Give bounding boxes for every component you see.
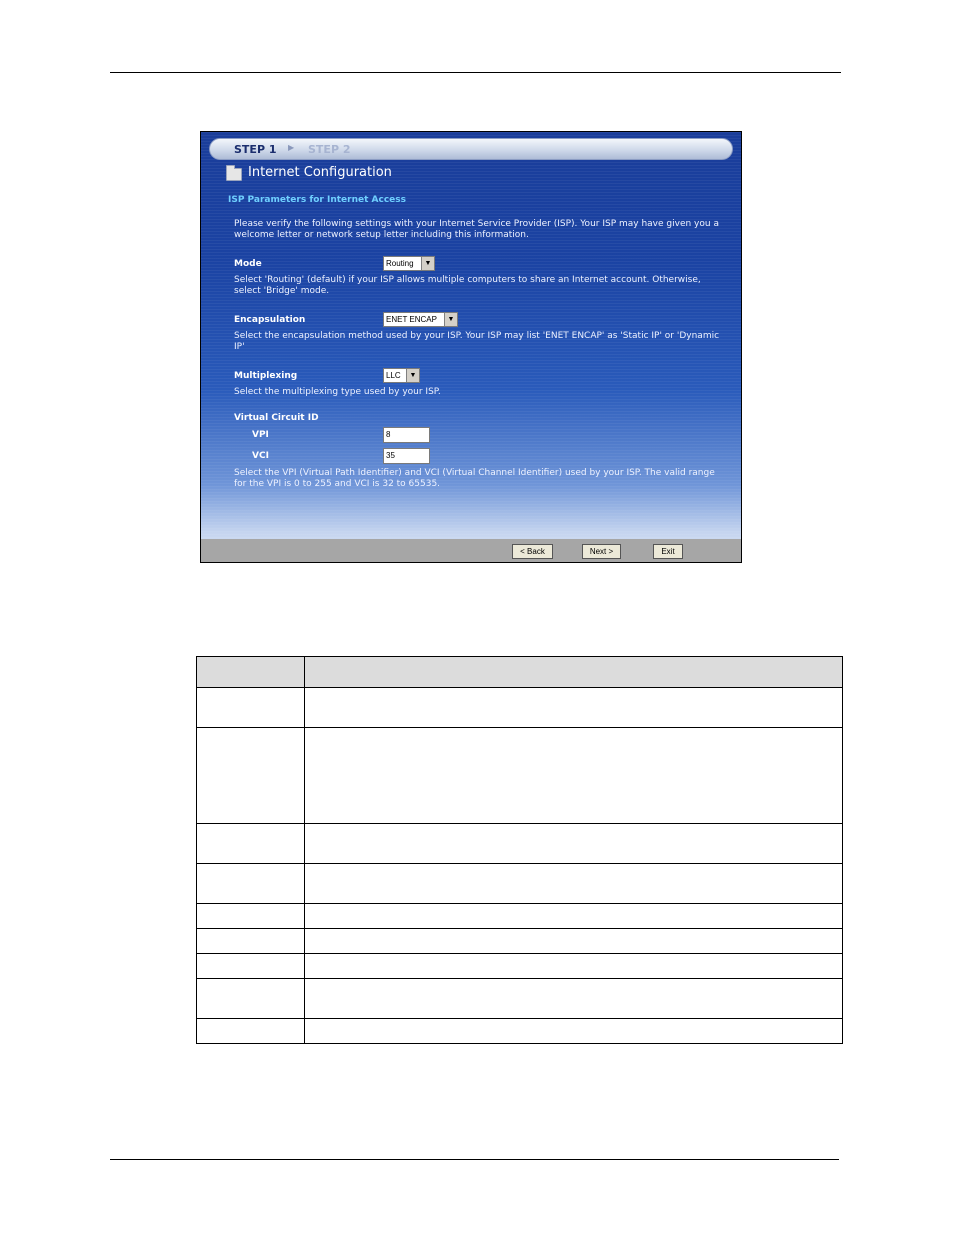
virtual-circuit-label: Virtual Circuit ID [234, 413, 319, 423]
description-cell [305, 929, 843, 954]
encapsulation-help: Select the encapsulation method used by your ISP. Your ISP may list 'ENET ENCAP' as 'Static IP' or 'Dynamic IP' [234, 331, 720, 352]
table-row [197, 954, 843, 979]
table-body [197, 688, 843, 1044]
label-cell [197, 904, 305, 929]
description-cell [305, 954, 843, 979]
label-cell [197, 864, 305, 904]
vci-input[interactable]: 35 [383, 448, 430, 464]
mode-value: Routing [386, 259, 414, 268]
next-button[interactable]: Next > [582, 544, 621, 559]
mode-select[interactable] [383, 256, 435, 271]
label-cell [197, 979, 305, 1019]
encapsulation-value: ENET ENCAP [386, 315, 437, 324]
description-cell [305, 688, 843, 728]
table-row [197, 929, 843, 954]
mode-label: Mode [234, 259, 262, 269]
encapsulation-select[interactable] [383, 312, 458, 327]
vci-label: VCI [252, 451, 269, 461]
label-cell [197, 824, 305, 864]
table-header-row [197, 657, 843, 688]
wizard-screenshot [200, 131, 742, 563]
footer-rule [110, 1159, 839, 1160]
table-row [197, 864, 843, 904]
description-cell [305, 904, 843, 929]
encapsulation-label: Encapsulation [234, 315, 306, 325]
table-header-cell [305, 657, 843, 688]
folder-icon [226, 168, 242, 181]
description-cell [305, 979, 843, 1019]
multiplexing-help: Select the multiplexing type used by your ISP. [234, 387, 441, 397]
label-cell [197, 1019, 305, 1044]
back-button[interactable]: < Back [512, 544, 553, 559]
virtual-circuit-help: Select the VPI (Virtual Path Identifier) and VCI (Virtual Channel Identifier) used by your ISP. The valid range for the VPI is 0 to 255 and VCI is 32 to 65535. [234, 468, 715, 489]
panel-title: Internet Configuration [248, 165, 392, 180]
intro-text: Please verify the following settings with your Internet Service Provider (ISP). Your ISP may have given you a welcome letter or network setup letter including this information. [234, 219, 719, 240]
vpi-label: VPI [252, 430, 269, 440]
table-row [197, 824, 843, 864]
multiplexing-label: Multiplexing [234, 371, 298, 381]
step-1-label: STEP 1 [234, 143, 277, 156]
table-header-cell [197, 657, 305, 688]
table-row [197, 728, 843, 824]
table-row [197, 904, 843, 929]
header-rule [110, 72, 841, 73]
section-title: ISP Parameters for Internet Access [228, 195, 406, 205]
description-cell [305, 864, 843, 904]
multiplexing-select[interactable] [383, 368, 420, 383]
vpi-input[interactable]: 8 [383, 427, 430, 443]
step-bar [209, 138, 733, 160]
label-cell [197, 728, 305, 824]
field-description-table [196, 656, 843, 1044]
table-row [197, 1019, 843, 1044]
description-cell [305, 728, 843, 824]
dropdown-arrow-icon: ▼ [406, 369, 419, 382]
step-2-label: STEP 2 [308, 143, 351, 156]
mode-help: Select 'Routing' (default) if your ISP allows multiple computers to share an Internet account. Otherwise, select 'Bridge' mode. [234, 275, 701, 296]
label-cell [197, 929, 305, 954]
description-cell [305, 1019, 843, 1044]
table-row [197, 688, 843, 728]
label-cell [197, 688, 305, 728]
exit-button[interactable]: Exit [653, 544, 683, 559]
description-cell [305, 824, 843, 864]
wizard-footer [201, 539, 741, 562]
table-row [197, 979, 843, 1019]
multiplexing-value: LLC [386, 371, 401, 380]
label-cell [197, 954, 305, 979]
step-arrow-icon: ▶ [288, 143, 295, 152]
dropdown-arrow-icon: ▼ [421, 257, 434, 270]
dropdown-arrow-icon: ▼ [444, 313, 457, 326]
